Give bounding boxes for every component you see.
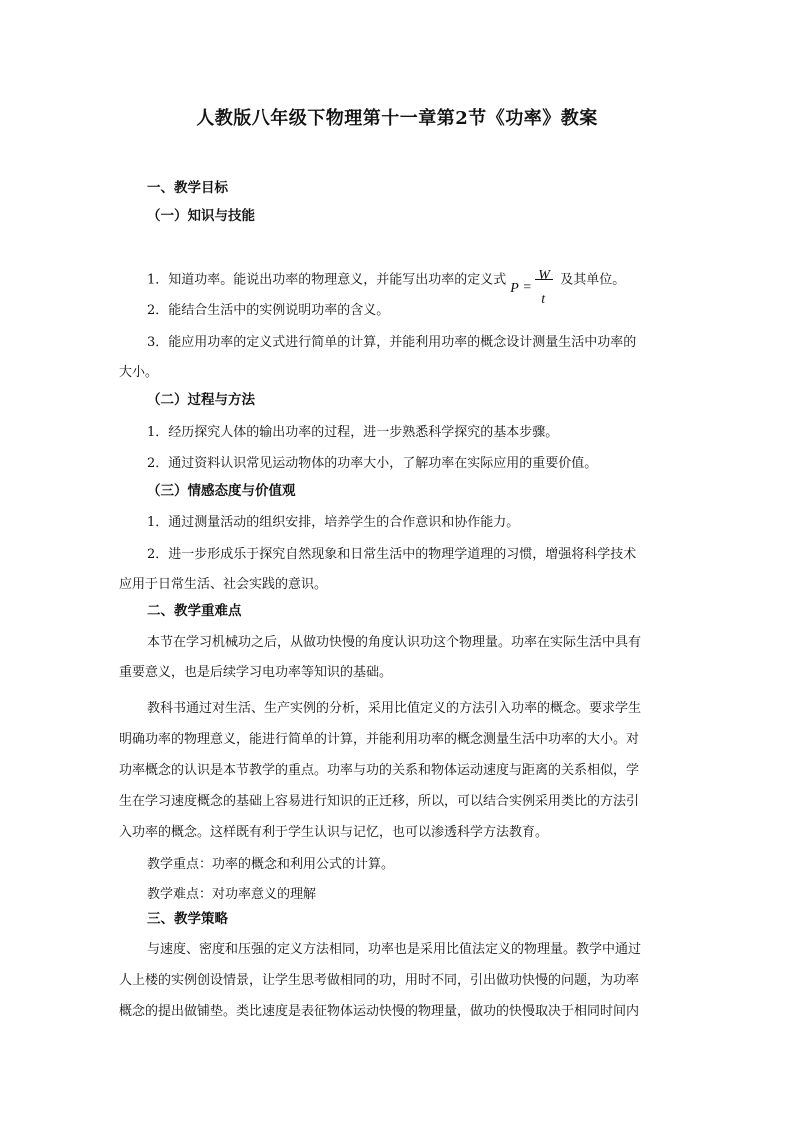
paragraph-2-line-4: 生在学习速度概念的基础上容易进行知识的正迁移，所以，可以结合实例采用类比的方法引 bbox=[119, 794, 640, 809]
paragraph-2-line-2: 明确功率的物理意义，能进行简单的计算，并能利用功率的概念测量生活中功率的大小。对 bbox=[119, 732, 640, 747]
section-heading-strategy: 三、教学策略 bbox=[147, 911, 228, 927]
attitude-item-2-line-2: 应用于日常生活、社会实践的意识。 bbox=[119, 577, 328, 592]
subsection-heading-attitude: （三）情感态度与价值观 bbox=[147, 483, 296, 499]
strategy-line-3: 概念的提出做铺垫。类比速度是表征物体运动快慢的物理量，做功的快慢取决于相同时间内 bbox=[119, 1004, 640, 1019]
section-heading-objectives: 一、教学目标 bbox=[147, 180, 228, 196]
subsection-heading-knowledge: （一）知识与技能 bbox=[147, 208, 255, 224]
attitude-item-2-line-1: 2．进一步形成乐于探究自然现象和日常生活中的物理学道理的习惯，增强将科学技术 bbox=[147, 547, 637, 562]
formula-equals: = bbox=[523, 280, 532, 295]
objective-item-3-line-1: 3．能应用功率的定义式进行简单的计算，并能利用功率的概念设计测量生活中功率的 bbox=[147, 335, 637, 350]
power-formula bbox=[510, 262, 556, 307]
formula-lhs: P bbox=[510, 281, 519, 296]
formula-numerator: W bbox=[538, 268, 550, 283]
process-item-2: 2．通过资料认识常见运动物体的功率大小，了解功率在实际应用的重要价值。 bbox=[147, 456, 598, 471]
paragraph-2-line-5: 入功率的概念。这样既有利于学生认识与记忆，也可以渗透科学方法教育。 bbox=[119, 825, 549, 840]
formula-denominator: t bbox=[541, 292, 546, 307]
objective-item-1-text: 1．知道功率。能说出功率的物理意义，并能写出功率的定义式 bbox=[147, 272, 507, 288]
paragraph-2-line-1: 教科书通过对生活、生产实例的分析，采用比值定义的方法引入功率的概念。要求学生 bbox=[147, 701, 642, 716]
document-title: 人教版八年级下物理第十一章第2节《功率》教案 bbox=[196, 108, 598, 129]
objective-item-1-tail: 及其单位。 bbox=[560, 272, 626, 288]
teaching-difficult-point: 教学难点：对功率意义的理解 bbox=[147, 887, 317, 902]
objective-item-2: 2．能结合生活中的实例说明功率的含义。 bbox=[147, 303, 390, 318]
objective-item-3-line-2: 大小。 bbox=[119, 365, 159, 380]
paragraph-2-line-3: 功率概念的认识是本节教学的重点。功率与功的关系和物体运动速度与距离的关系相似，学 bbox=[119, 763, 640, 778]
fraction-bar bbox=[535, 279, 553, 280]
strategy-line-1: 与速度、密度和压强的定义方法相同，功率也是采用比值法定义的物理量。教学中通过 bbox=[147, 942, 642, 957]
paragraph-1-line-1: 本节在学习机械功之后，从做功快慢的角度认识功这个物理量。功率在实际生活中具有 bbox=[147, 635, 642, 650]
paragraph-1-line-2: 重要意义，也是后续学习电功率等知识的基础。 bbox=[119, 665, 393, 680]
attitude-item-1: 1．通过测量活动的组织安排，培养学生的合作意识和协作能力。 bbox=[147, 515, 520, 530]
section-heading-key-points: 二、教学重难点 bbox=[147, 603, 242, 619]
strategy-line-2: 人上楼的实例创设情景，让学生思考做相同的功，用时不同，引出做功快慢的问题，为功率 bbox=[119, 973, 640, 988]
objective-item-1 bbox=[147, 262, 626, 307]
process-item-1: 1．经历探究人体的输出功率的过程，进一步熟悉科学探究的基本步骤。 bbox=[147, 425, 559, 440]
subsection-heading-process: （二）过程与方法 bbox=[147, 392, 255, 408]
teaching-key-point: 教学重点：功率的概念和利用公式的计算。 bbox=[147, 857, 395, 872]
